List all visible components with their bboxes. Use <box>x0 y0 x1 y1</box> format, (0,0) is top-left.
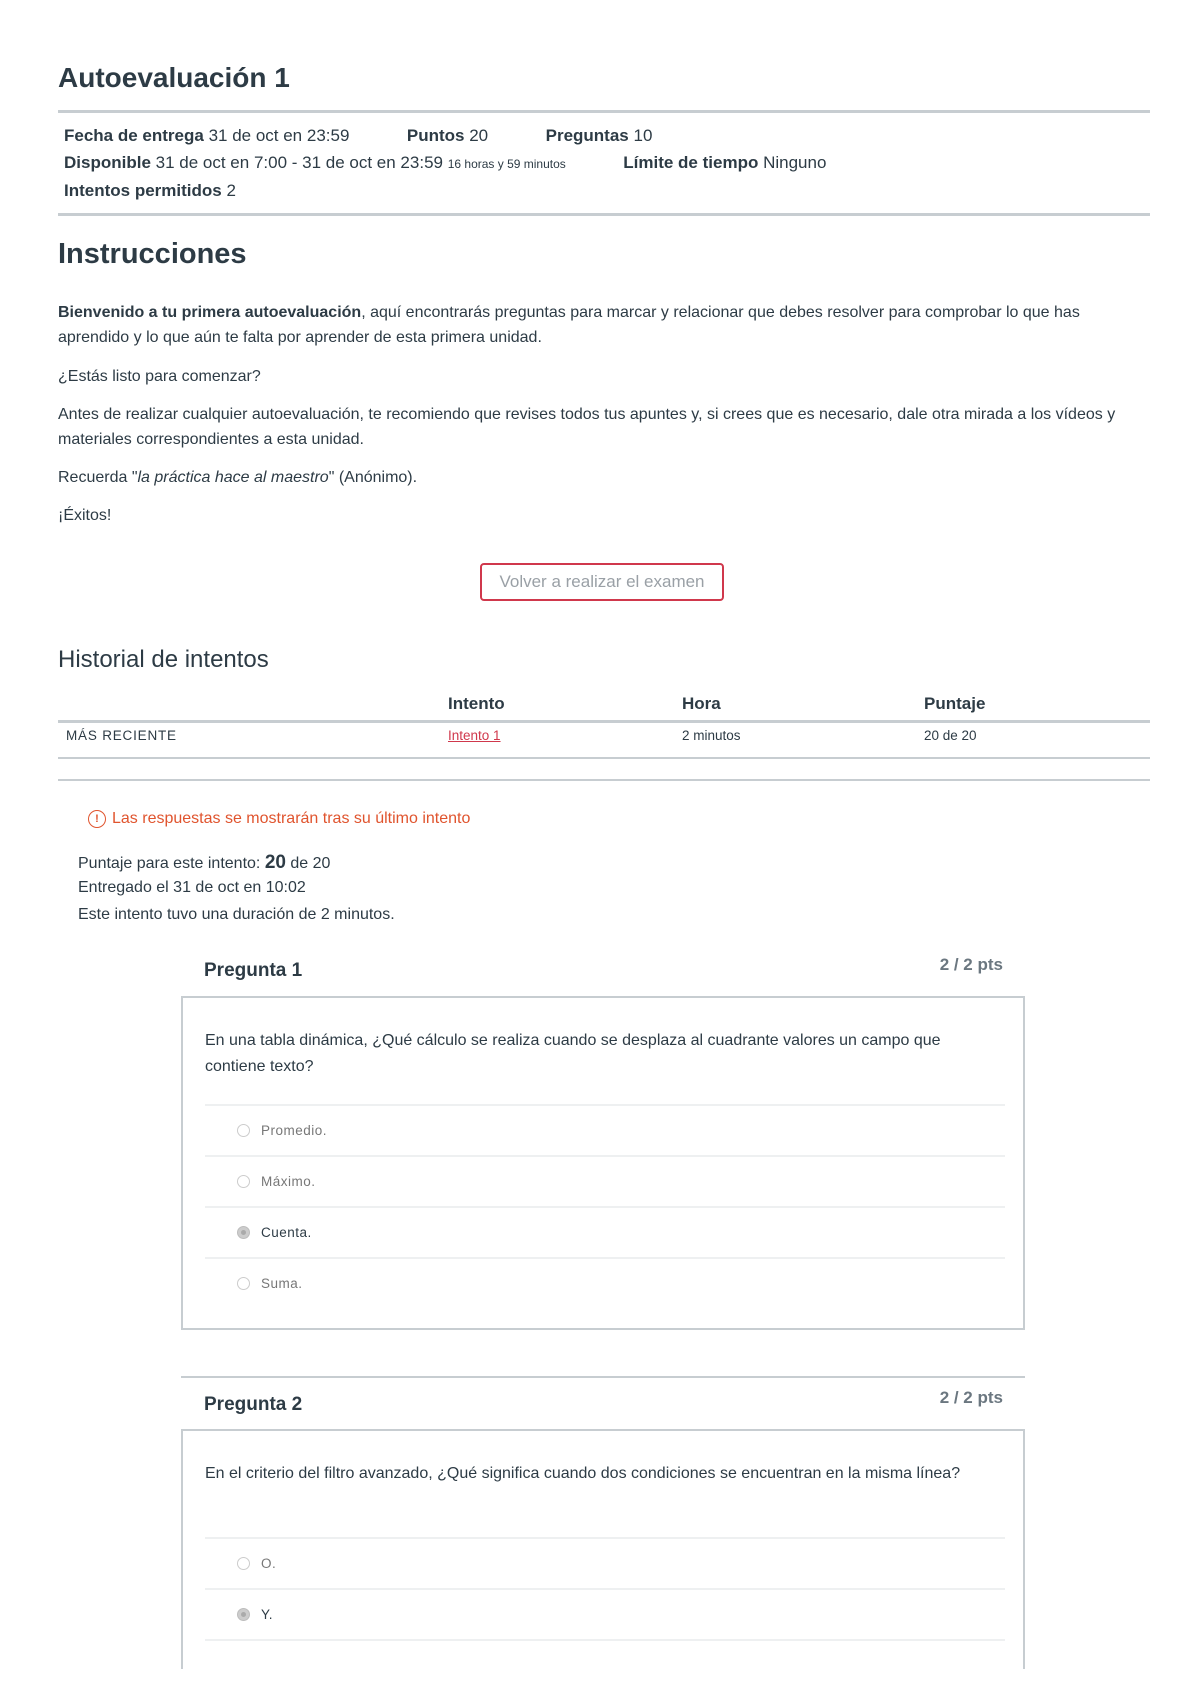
welcome-bold: Bienvenido a tu primera autoevaluación <box>58 304 362 321</box>
question-text: En el criterio del filtro avanzado, ¿Qué significa cuando dos condiciones se encuentran en la misma línea? <box>205 1465 961 1482</box>
radio-icon[interactable] <box>237 1124 250 1137</box>
instructions-paragraph: ¡Éxitos! <box>58 507 112 524</box>
attempt-link[interactable]: Intento 1 <box>448 728 501 743</box>
questions-value: 10 <box>633 126 653 145</box>
attempts-label: Intentos permitidos <box>64 181 222 200</box>
quote-post: " (Anónimo). <box>328 469 418 486</box>
answer-option[interactable] <box>205 1257 1005 1310</box>
score-value: 20 <box>264 852 286 873</box>
time-limit-label: Límite de tiempo <box>623 153 759 172</box>
divider <box>58 110 1150 113</box>
instructions-paragraph <box>58 300 1150 350</box>
radio-icon[interactable] <box>237 1175 250 1188</box>
meta-row-2 <box>64 153 826 173</box>
instructions-paragraph: ¿Estás listo para comenzar? <box>58 368 261 385</box>
available-label: Disponible <box>64 153 151 172</box>
points-label: Puntos <box>406 126 465 145</box>
page-title: Autoevaluación 1 <box>58 62 290 93</box>
attempt-history-heading: Historial de intentos <box>58 646 269 673</box>
radio-selected-icon[interactable] <box>237 1226 250 1239</box>
warning-text: Las respuestas se mostrarán tras su último intento <box>112 810 471 827</box>
answer-divider <box>205 1639 1005 1651</box>
answer-label: O. <box>261 1556 277 1571</box>
warning-icon: ! <box>88 810 106 828</box>
points-value: 20 <box>469 126 489 145</box>
table-header-rule <box>58 720 1150 723</box>
attempt-score-line <box>78 852 330 874</box>
submitted-line: Entregado el 31 de oct en 10:02 <box>78 879 306 896</box>
divider <box>181 1376 1025 1378</box>
answer-option-selected[interactable] <box>205 1206 1005 1259</box>
answer-label: Máximo. <box>261 1174 316 1189</box>
attempt-time: 2 minutos <box>682 728 741 743</box>
score-label: Puntaje para este intento: <box>78 855 261 872</box>
divider <box>58 213 1150 216</box>
question-box <box>181 996 1025 1330</box>
row-label: MÁS RECIENTE <box>66 728 177 743</box>
available-duration: 16 horas y 59 minutos <box>447 157 566 171</box>
col-header-attempt: Intento <box>448 694 505 713</box>
question-points: 2 / 2 pts <box>939 1388 1003 1407</box>
col-header-time: Hora <box>682 694 721 713</box>
meta-row-3 <box>64 181 236 201</box>
question-box <box>181 1429 1025 1669</box>
answer-label: Promedio. <box>261 1123 328 1138</box>
due-label: Fecha de entrega <box>64 126 204 145</box>
instructions-paragraph <box>58 465 1150 490</box>
score-total: de 20 <box>290 855 331 872</box>
due-value: 31 de oct en 23:59 <box>208 126 350 145</box>
question-title: Pregunta 1 <box>204 960 303 981</box>
answer-label: Y. <box>261 1607 274 1622</box>
attempt-score: 20 de 20 <box>924 728 977 743</box>
duration-line: Este intento tuvo una duración de 2 minutos. <box>78 906 395 923</box>
divider <box>58 779 1150 781</box>
answer-label: Suma. <box>261 1276 303 1291</box>
answer-option-selected[interactable] <box>205 1588 1005 1641</box>
question-title: Pregunta 2 <box>204 1394 303 1415</box>
radio-selected-icon[interactable] <box>237 1608 250 1621</box>
radio-icon[interactable] <box>237 1277 250 1290</box>
quote-pre: Recuerda " <box>58 469 138 486</box>
available-value: 31 de oct en 7:00 - 31 de oct en 23:59 <box>155 153 443 172</box>
table-bottom-rule <box>58 757 1150 759</box>
quote-italic: la práctica hace al maestro <box>137 469 329 486</box>
col-header-score: Puntaje <box>924 694 986 713</box>
instructions-heading: Instrucciones <box>58 238 247 270</box>
attempts-value: 2 <box>226 181 236 200</box>
retake-quiz-button[interactable]: Volver a realizar el examen <box>480 563 724 601</box>
question-text: En una tabla dinámica, ¿Qué cálculo se realiza cuando se desplaza al cuadrante valores un campo que contiene texto? <box>205 1032 941 1075</box>
answers-warning <box>88 810 470 828</box>
questions-label: Preguntas <box>545 126 629 145</box>
instructions-paragraph: Antes de realizar cualquier autoevaluación, te recomiendo que revises todos tus apuntes y, si crees que es necesario, dale otra mirada a los vídeos y materiales correspondientes a esta unidad. <box>58 406 1116 448</box>
welcome-text: , aquí encontrarás preguntas para marcar y relacionar que debes resolver para comprobar lo que has aprendido y lo que aún te falta por aprender de esta primera unidad. <box>58 304 1080 346</box>
answer-option[interactable] <box>205 1537 1005 1590</box>
meta-row-1 <box>64 126 652 146</box>
radio-icon[interactable] <box>237 1557 250 1570</box>
question-points: 2 / 2 pts <box>939 955 1003 974</box>
answer-option[interactable] <box>205 1155 1005 1208</box>
answer-label: Cuenta. <box>261 1225 312 1240</box>
time-limit-value: Ninguno <box>763 153 827 172</box>
answer-option[interactable] <box>205 1104 1005 1157</box>
